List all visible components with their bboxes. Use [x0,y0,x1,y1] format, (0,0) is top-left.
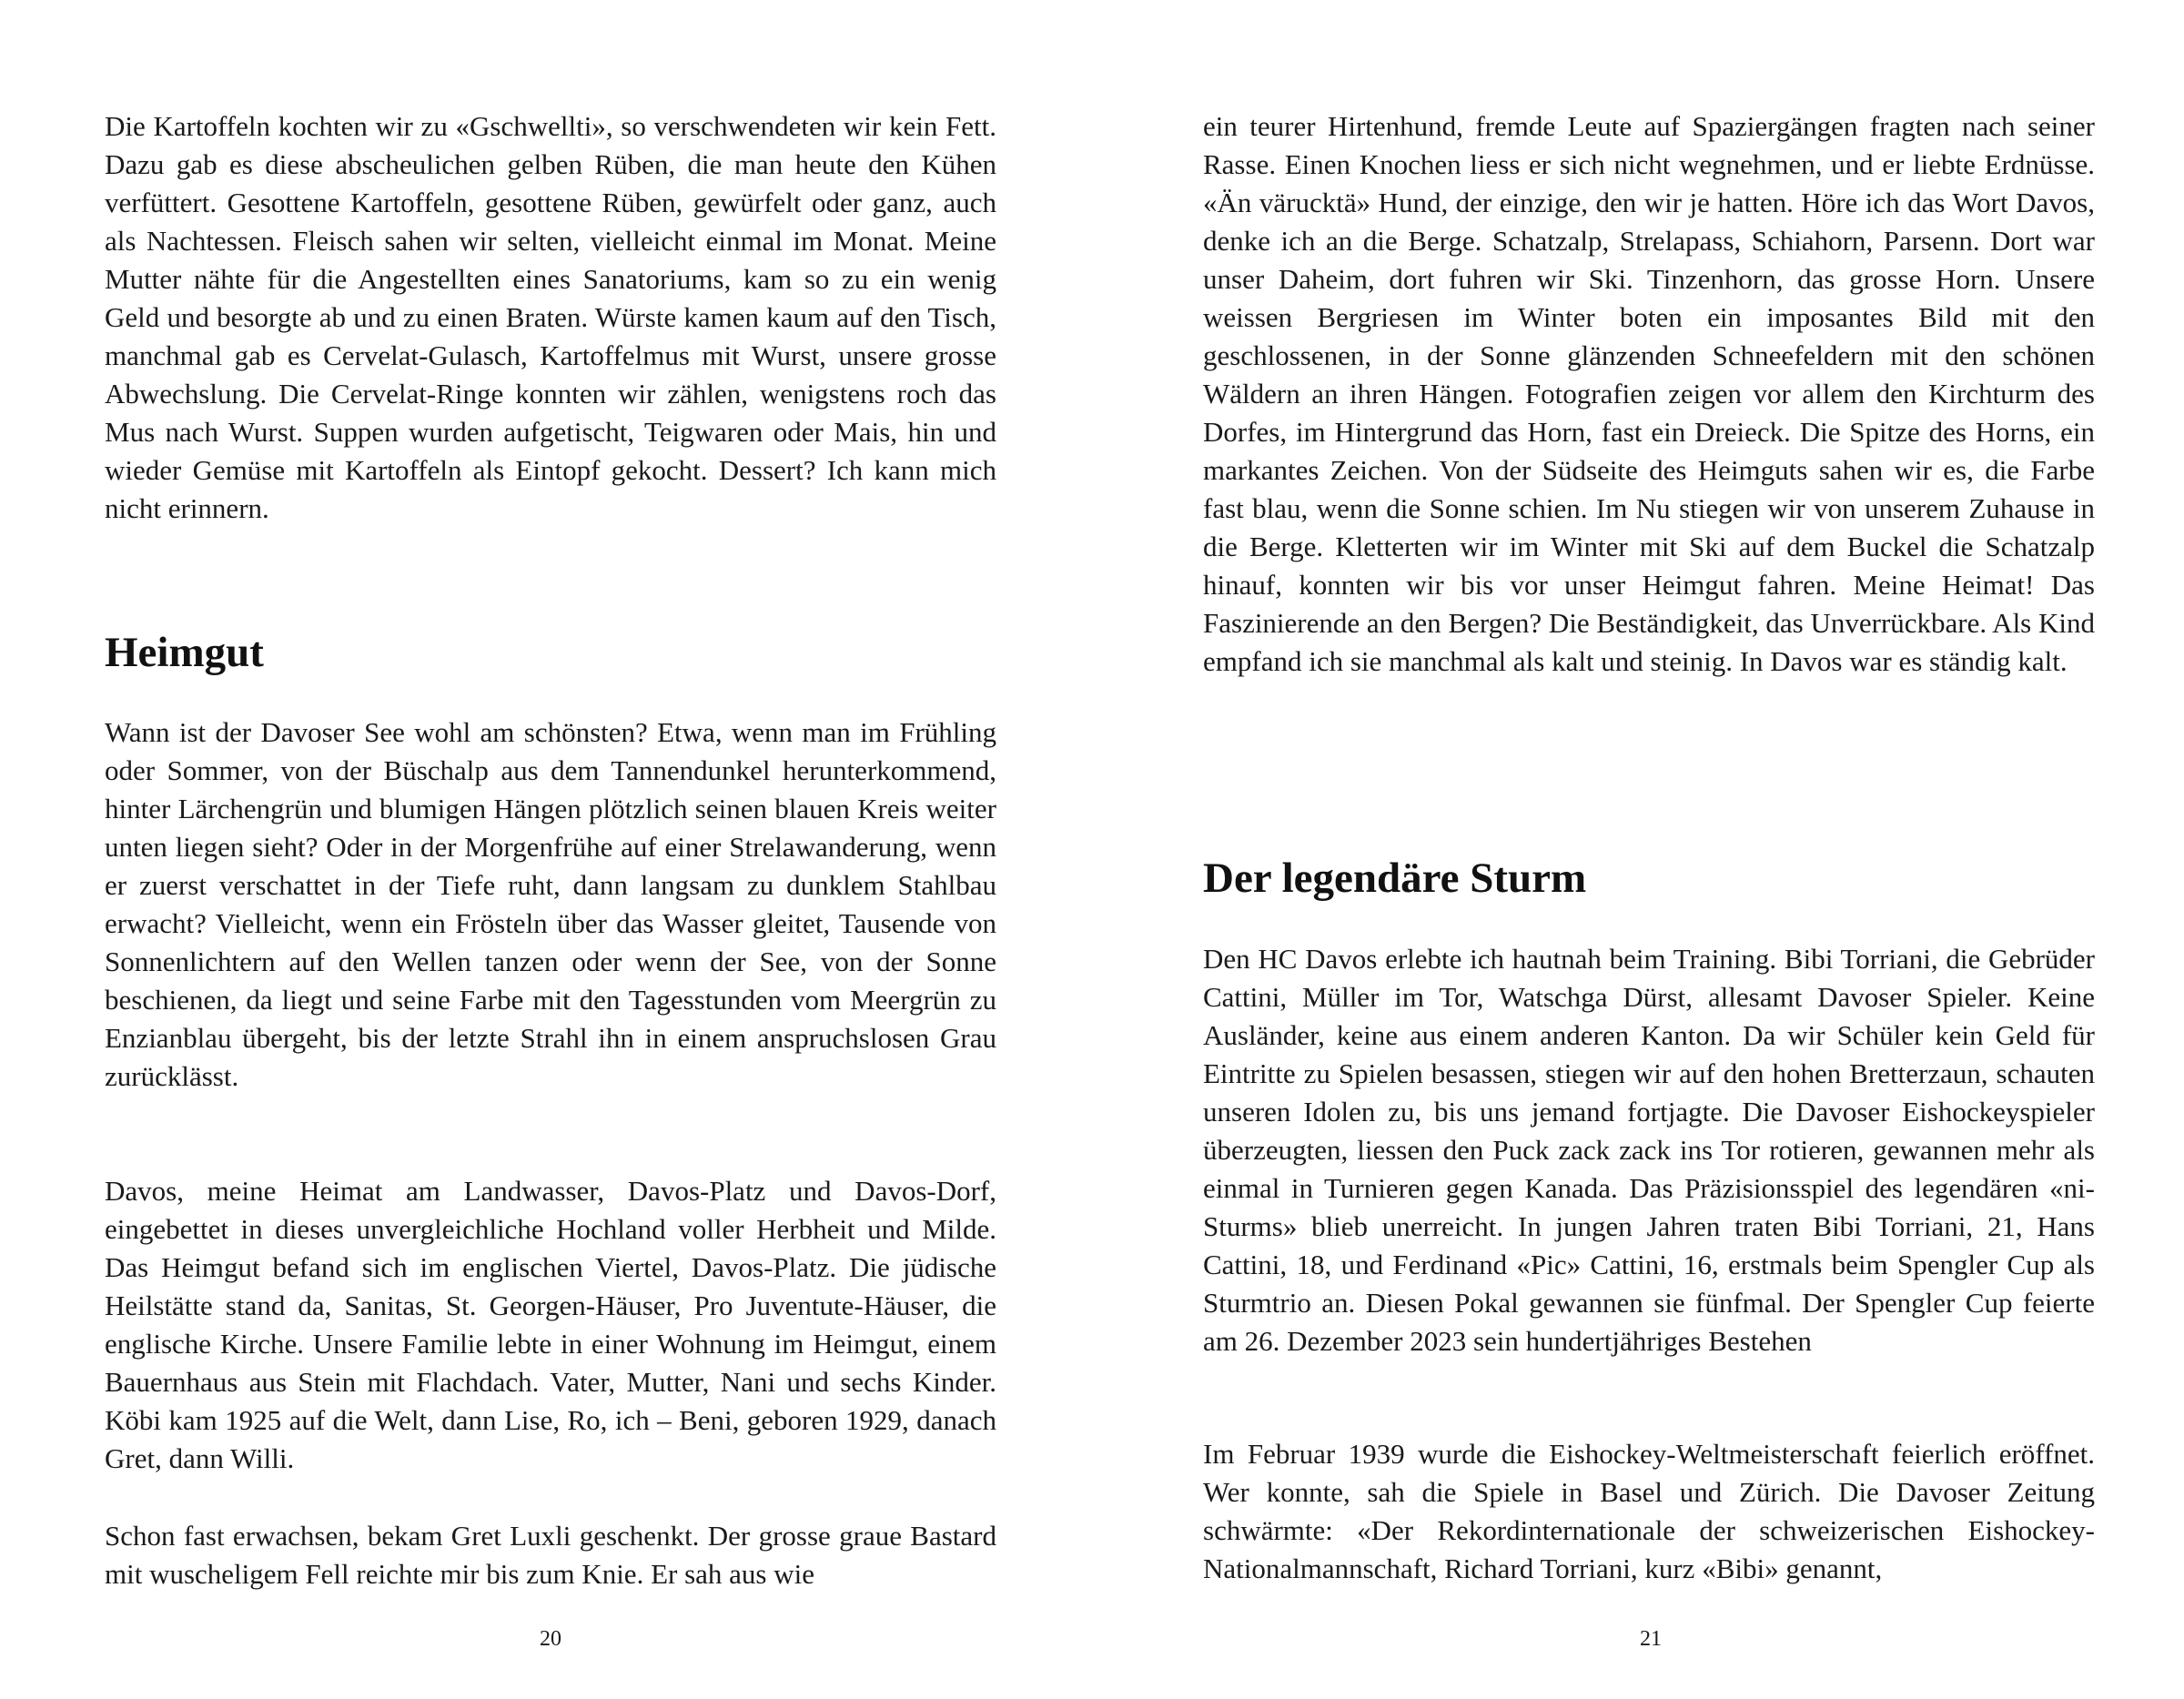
right-paragraph-1-block [1203,107,2095,681]
right-paragraph-3-block [1203,1435,2095,1588]
right-paragraph-2-block [1203,940,2095,1360]
left-paragraph-4-block [105,1517,996,1593]
left-paragraph-1-block [105,107,996,528]
paragraph: Den HC Davos erlebte ich hautnah beim Training. Bibi Torriani, die Gebrüder Cattini, Müller im Tor, Watschga Dürst, allesamt Davoser Spieler. Keine Ausländer, keine aus einem anderen Kanton. Da wir Schüler kein Geld für Eintritte zu Spielen besassen, stiegen wir auf den hohen Bretterzaun, schauten unseren Idolen zu, bis uns jemand fortjagte. Die Davoser Eishockeyspieler überzeugten, liessen den Puck zack zack ins Tor rotieren, gewannen mehr als einmal in Turnieren gegen Kanada. Das Präzisionsspiel des legendären «ni-Sturms» blieb unerreicht. In jungen Jahren traten Bibi Torriani, 21, Hans Cattini, 18, und Ferdinand «Pic» Cattini, 16, erstmals beim Spengler Cup als Sturmtrio an. Diesen Pokal gewannen sie fünfmal. Der Spengler Cup feierte am 26. Dezember 2023 sein hundertjähriges Bestehen [1203,943,2095,1357]
paragraph: Wann ist der Davoser See wohl am schönsten? Etwa, wenn man im Frühling oder Sommer, von der Büschalp aus dem Tannendunkel herunterkommend, hinter Lärchengrün und blumigen Hängen plötzlich seinen blauen Kreis weiter unten liegen sieht? Oder in der Morgenfrühe auf einer Strelawanderung, wenn er zuerst verschattet in der Tiefe ruht, dann langsam zu dunklem Stahlbau erwacht? Vielleicht, wenn ein Frösteln über das Wasser gleitet, Tausende von Sonnenlichtern auf den Wellen tanzen oder wenn der See, von der Sonne beschienen, da liegt und seine Farbe mit den Tagesstunden vom Meergrün zu Enzianblau übergeht, bis der letzte Strahl ihn in einem anspruchslosen Grau zurücklässt. [105,716,996,1092]
left-paragraph-3-block [105,1172,996,1478]
paragraph: ein teurer Hirtenhund, fremde Leute auf Spaziergängen fragten nach seiner Rasse. Einen Knochen liess er sich nicht wegnehmen, und er liebte Erdnüsse. «Än värucktä» Hund, der einzige, den wir je hatten. Höre ich das Wort Davos, denke ich an die Berge. Schatzalp, Strelapass, Schiahorn, Parsenn. Dort war unser Daheim, dort fuhren wir Ski. Tinzenhorn, das grosse Horn. Unsere weissen Bergriesen im Winter boten ein imposantes Bild mit den geschlossenen, in der Sonne glänzenden Schneefeldern mit den schönen Wäldern an ihren Hängen. Fotografien zeigen vor allem den Kirchturm des Dorfes, im Hintergrund das Horn, fast ein Dreieck. Die Spitze des Horns, ein markantes Zeichen. Von der Südseite des Heimguts sahen wir es, die Farbe fast blau, wenn die Sonne schien. Im Nu stiegen wir von unserem Zuhause in die Berge. Kletterten wir im Winter mit Ski auf dem Buckel die Schatzalp hinauf, konnten wir bis vor unser Heimgut fahren. Meine Heimat! Das Faszinierende an den Bergen? Die Beständigkeit, das Unverrückbare. Als Kind empfand ich sie manchmal als kalt und steinig. In Davos war es ständig kalt. [1203,110,2095,677]
page-number: 21 [1640,1627,1662,1651]
right-page [1092,0,2184,1699]
page-number: 20 [540,1627,561,1651]
paragraph: Schon fast erwachsen, bekam Gret Luxli geschenkt. Der grosse graue Bastard mit wuscheligem Fell reichte mir bis zum Knie. Er sah aus wie [105,1520,996,1590]
paragraph: Im Februar 1939 wurde die Eishockey-Weltmeisterschaft feierlich eröffnet. Wer konnte, sah die Spiele in Basel und Zürich. Die Davoser Zeitung schwärmte: «Der Rekordinternationale der schweizerischen Eishockey-Nationalmannschaft, Richard Torriani, kurz «Bibi» genannt, [1203,1438,2095,1584]
right-heading-block [1203,853,2095,904]
section-heading-der-legendaere-sturm: Der legendäre Sturm [1203,855,1587,902]
paragraph: Davos, meine Heimat am Landwasser, Davos-Platz und Davos-Dorf, eingebettet in dieses unvergleichliche Hochland voller Herbheit und Milde. Das Heimgut befand sich im englischen Viertel, Davos-Platz. Die jüdische Heilstätte stand da, Sanitas, St. Georgen-Häuser, Pro Juventute-Häuser, die englische Kirche. Unsere Familie lebte in einer Wohnung im Heimgut, einem Bauernhaus aus Stein mit Flachdach. Vater, Mutter, Nani und sechs Kinder. Köbi kam 1925 auf die Welt, dann Lise, Ro, ich – Beni, geboren 1929, danach Gret, dann Willi. [105,1175,996,1474]
paragraph: Die Kartoffeln kochten wir zu «Gschwellti», so verschwendeten wir kein Fett. Dazu gab es diese abscheulichen gelben Rüben, die man heute den Kühen verfüttert. Gesottene Kartoffeln, gesottene Rüben, gewürfelt oder ganz, auch als Nachtessen. Fleisch sahen wir selten, vielleicht einmal im Monat. Meine Mutter nähte für die Angestellten eines Sanatoriums, kam so zu ein wenig Geld und besorgte ab und zu einen Braten. Würste kamen kaum auf den Tisch, manchmal gab es Cervelat-Gulasch, Kartoffelmus mit Wurst, unsere grosse Abwechslung. Die Cervelat-Ringe konnten wir zählen, wenigstens roch das Mus nach Wurst. Suppen wurden aufgetischt, Teigwaren oder Mais, hin und wieder Gemüse mit Kartoffeln als Eintopf gekocht. Dessert? Ich kann mich nicht erinnern. [105,110,996,524]
section-heading-heimgut: Heimgut [105,629,264,676]
left-paragraph-2-block [105,713,996,1096]
left-heading-block [105,627,996,678]
